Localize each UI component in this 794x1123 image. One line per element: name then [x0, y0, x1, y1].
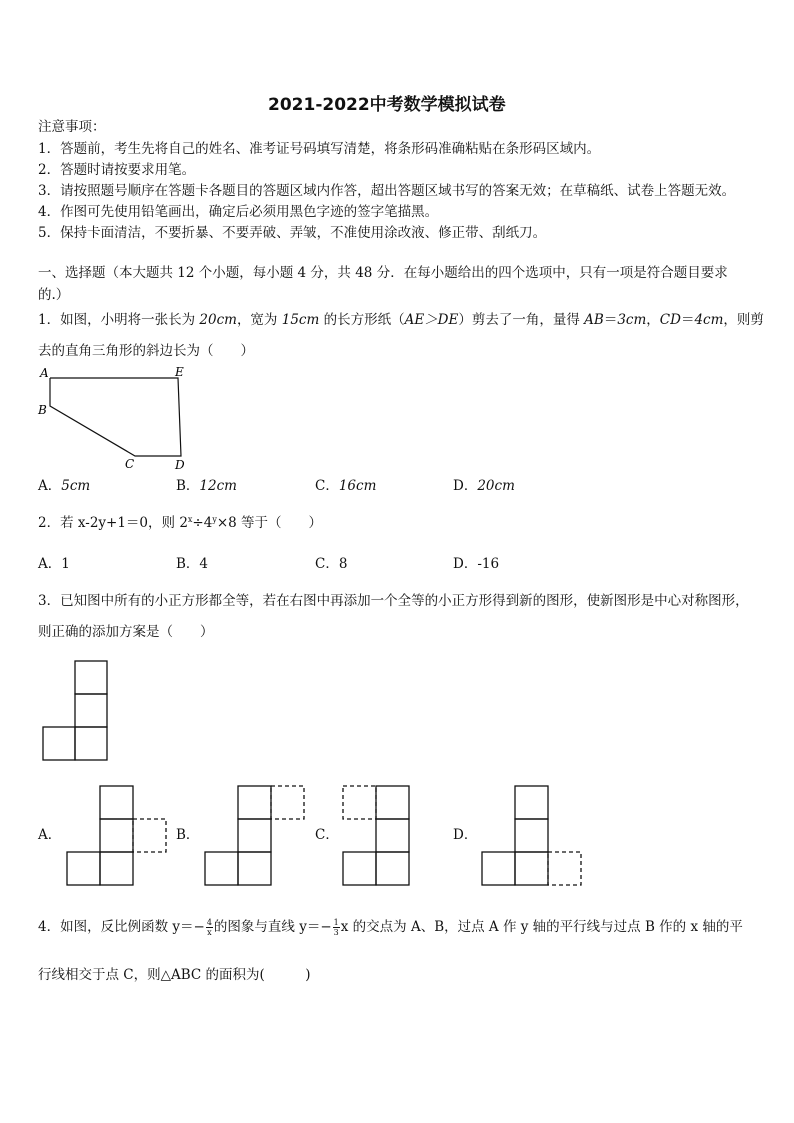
q1-option-d[interactable]: D．20cm — [453, 478, 515, 494]
q3-option-a[interactable]: A． — [38, 827, 62, 843]
q2-option-d[interactable]: D．-16 — [453, 556, 500, 572]
q3-option-b[interactable]: B． — [176, 827, 200, 843]
q3-option-c[interactable]: C． — [315, 827, 339, 843]
notice-heading: 注意事项： — [38, 119, 106, 135]
page-title: 2021-2022中考数学模拟试卷 — [268, 95, 506, 115]
notice-item-5: 5．保持卡面清洁，不要折暴、不要弄破、弄皱，不准使用涂改液、修正带、刮纸刀。 — [38, 225, 547, 241]
q2-option-c[interactable]: C．8 — [315, 556, 348, 572]
q1-label-A: A — [40, 366, 49, 380]
notice-item-2: 2．答题时请按要求用笔。 — [38, 162, 196, 178]
q4-fraction-1: $\frac{4}{x}$ — [206, 918, 212, 937]
q1-label-E: E — [175, 365, 184, 379]
q3-stem-line2: 则正确的添加方案是（ ） — [38, 624, 214, 640]
q1-option-c[interactable]: C．16cm — [315, 478, 377, 494]
q1-label-D: D — [175, 458, 185, 472]
q4-stem-line2: 行线相交于点 C，则△ABC 的面积为( ) — [38, 967, 311, 983]
notice-item-4: 4．作图可先使用铅笔画出，确定后必须用黑色字迹的签字笔描黑。 — [38, 204, 439, 220]
q1-option-a[interactable]: A．5cm — [38, 478, 91, 494]
q2-option-a[interactable]: A．1 — [38, 556, 70, 572]
q2-stem: 2．若 x-2y+1＝0，则 $2^x\div 4^y\times 8$ 等于（ ） — [38, 515, 323, 531]
q3-option-b-figure — [205, 786, 304, 885]
q3-stem-line1: 3．已知图中所有的小正方形都全等，若在右图中再添加一个全等的小正方形得到新的图形，使新图形是中心对称图形， — [38, 593, 749, 609]
q1-label-C: C — [125, 457, 135, 471]
q4-stem-line1: 4．如图，反比例函数 y＝− $\frac{4}{x}$ 的图象与直线 y＝− $\frac{1}{3}$ x 的交点为 A、B，过点 A 作 y 轴的平行线与过点 B 作的 x 轴的平 — [38, 918, 743, 937]
q1-label-B: B — [38, 403, 47, 417]
q1-option-b[interactable]: B．12cm — [176, 478, 237, 494]
notice-item-1: 1．答题前，考生先将自己的姓名、准考证号码填写清楚，将条形码准确粘贴在条形码区域内。 — [38, 141, 601, 157]
q4-fraction-2: $\frac{1}{3}$ — [333, 918, 339, 937]
q3-option-d[interactable]: D． — [453, 827, 478, 843]
q2-option-b[interactable]: B．4 — [176, 556, 209, 572]
q3-option-a-figure — [67, 786, 166, 885]
section-header-line2: 的.） — [38, 287, 70, 303]
q1-stem-line1: 1．如图，小明将一张长为 20cm，宽为 15cm 的长方形纸（AE＞DE）剪去了一角，量得 AB＝3cm，CD＝4cm，则剪 — [38, 312, 764, 328]
q1-stem-line2: 去的直角三角形的斜边长为（ ） — [38, 343, 254, 359]
q3-option-d-figure — [482, 786, 581, 885]
q3-option-c-figure — [343, 786, 409, 885]
section-header-line1: 一、选择题（本大题共 12 个小题，每小题 4 分，共 48 分．在每小题给出的四个选项中，只有一项是符合题目要求 — [38, 265, 728, 281]
notice-item-3: 3．请按照题号顺序在答题卡各题目的答题区域内作答，超出答题区域书写的答案无效；在草稿纸、试卷上答题无效。 — [38, 183, 736, 199]
